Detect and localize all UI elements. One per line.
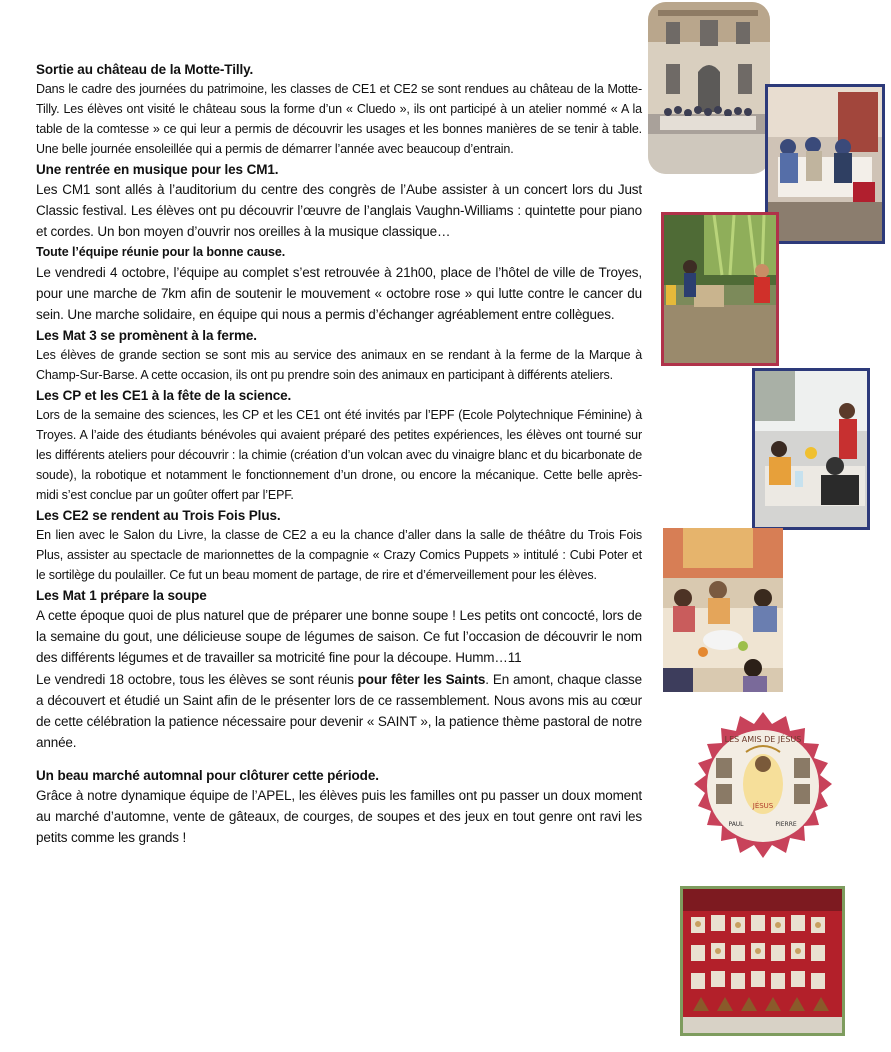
photo-farm xyxy=(661,212,779,366)
saints-center-text: JÉSUS xyxy=(752,802,774,810)
photo-science xyxy=(752,368,870,530)
saints-text-before: Le vendredi 18 octobre, tous les élèves se sont réunis xyxy=(36,672,358,687)
section-title-ce2-theatre: Les CE2 se rendent au Trois Fois Plus. xyxy=(36,508,281,523)
section-body-team: Le vendredi 4 octobre, l’équipe au complet s’est retrouvée à 21h00, place de l’hôtel de ville de Troyes, pour une marche de 7km afin de soutenir le mouvement « octobre rose » qui lutte contre le cancer du sein. Une marche solidaire, en équipe qui nous a permis d’échanger agréablement entre collègues. xyxy=(36,265,642,322)
saints-text-after: . En amont, chaque classe a découvert et étudié un Saint afin de le présenter lors de ce rassemblement. Nous avons mis au cœur de cette célébration la patience nécessaire pour devenir « SAINT », la patience thème pastoral de notre année. xyxy=(36,672,643,750)
section-title-mat3-farm: Les Mat 3 se promènent à la ferme. xyxy=(36,328,257,343)
section-title-mat1-soup: Les Mat 1 prépare la soupe xyxy=(36,588,207,603)
photo-market xyxy=(680,886,845,1036)
section-body-market: Grâce à notre dynamique équipe de l’APEL, les élèves puis les familles ont pu passer un doux moment au marché d’automne, vente de gâteaux, de courges, de soupes et des jeux en tout genre ont ravi les petits comme les grands ! xyxy=(36,788,642,845)
section-title-motte-tilly: Sortie au château de la Motte-Tilly. xyxy=(36,62,254,77)
saints-banner-text: LES AMIS DE JÉSUS xyxy=(724,735,802,744)
photo-table-comtesse xyxy=(765,84,885,244)
section-title-market: Un beau marché automnal pour clôturer cette période. xyxy=(36,768,379,783)
photo-saints-poster xyxy=(688,712,838,862)
section-title-cm1-music: Une rentrée en musique pour les CM1. xyxy=(36,162,279,177)
spacer xyxy=(36,754,642,766)
section-body-motte-tilly: Dans le cadre des journées du patrimoine, les classes de CE1 et CE2 se sont rendues au château de la Motte-Tilly. Les élèves ont visité le château sous la forme d’un « Cluedo », ils ont participé à un atelier nommé « A la table de la comtesse » ce qui leur a permis de découvrir les usages et les bonnes manières de se tenir à table. Une belle journée ensoleillée qui a permis de démarrer l’année avec beaucoup d’entrain. xyxy=(36,82,642,156)
section-body-ce2-theatre: En lien avec le Salon du Livre, la classe de CE2 a eu la chance d’aller dans la salle de théâtre du Trois Fois Plus, assister au spectacle de marionnettes de la compagnie « Crazy Comics Puppets » intitulé : Cubi Poter et le sortilège du poulailler. Ce fut un beau moment de partage, de rire et d’émerveillement pour les élèves. xyxy=(36,528,642,582)
section-title-science: Les CP et les CE1 à la fête de la science. xyxy=(36,388,292,403)
saints-label-pierre: PIERRE xyxy=(775,821,797,828)
section-body-mat1-soup: A cette époque quoi de plus naturel que de préparer une bonne soupe ! Les petits ont concocté, lors de la semaine du gout, une délicieuse soupe de légumes de saison. Ce fut l’occasion de découvrir le nom des différents légumes et de travailler sa motricité fine pour la découpe. Humm…11 xyxy=(36,608,642,665)
section-body-science: Lors de la semaine des sciences, les CP et les CE1 ont été invités par l’EPF (Ecole Polytechnique Féminine) à Troyes. A l’aide des étudiants bénévoles qui avaient préparé des petites expériences, les élèves ont tourné sur les différents ateliers pour découvrir : la chimie (création d’un volcan avec du vinaigre blanc et du bicarbonate de soude), la robotique et notamment le fonctionnement d’un drone, ou encore la mécanique. Cette belle après-midi s’est conclue par un goûter offert par l’EPF. xyxy=(36,408,642,502)
photo-chateau xyxy=(648,2,770,174)
section-title-team: Toute l’équipe réunie pour la bonne cause. xyxy=(36,245,286,259)
saints-text-bold: pour fêter les Saints xyxy=(357,672,486,687)
section-body-saints xyxy=(36,669,642,753)
section-body-cm1-music: Les CM1 sont allés à l’auditorium du centre des congrès de l’Aube assister à un concert lors du Just Classic festival. Les élèves ont pu découvrir l’œuvre de l’anglais Vaughn-Williams : quintette pour piano et cordes. Un bon moyen d’ouvrir nos oreilles à la musique classique… xyxy=(36,182,642,239)
section-body-mat3-farm: Les élèves de grande section se sont mis au service des animaux en se rendant à la ferme de la Marque à Champ-Sur-Barse. A cette occasion, ils ont pu prendre soin des animaux en participant à différents ateliers. xyxy=(36,348,642,382)
saints-label-paul: PAUL xyxy=(728,821,744,828)
article-column xyxy=(36,60,642,849)
photo-soup xyxy=(663,528,783,692)
